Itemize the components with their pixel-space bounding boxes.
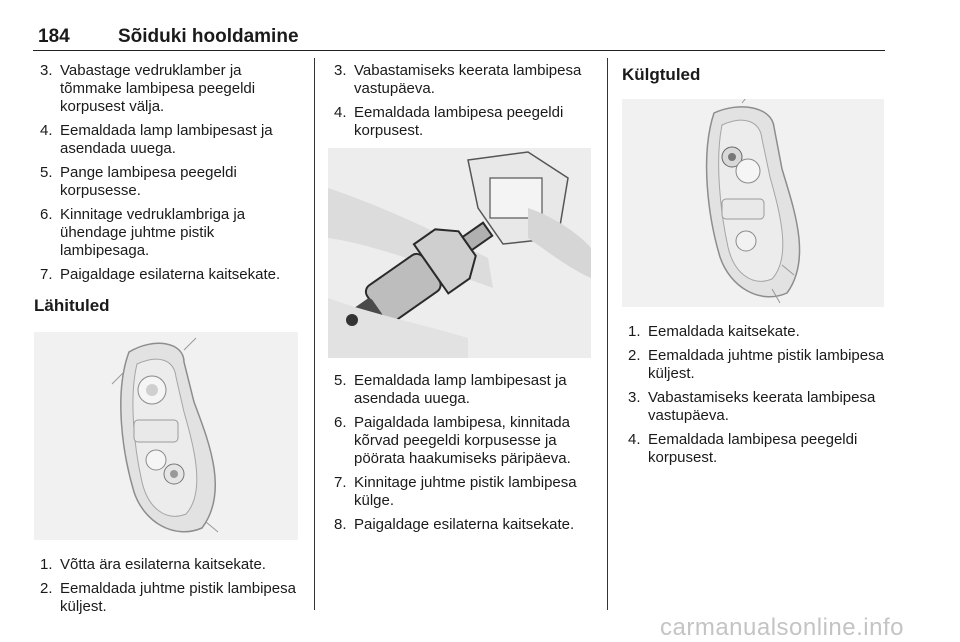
list-item — [34, 62, 302, 116]
step-number: 7. — [334, 474, 347, 491]
step-text: Vabastage vedruklamber ja tõmmake lambipesa peegeldi korpusest välja. — [60, 62, 256, 115]
list-item — [622, 347, 884, 383]
side-light-figure — [622, 99, 884, 307]
step-text: Võtta ära esilaterna kaitsekate. — [60, 556, 266, 573]
steps-list — [328, 62, 594, 140]
steps-list — [34, 62, 302, 284]
watermark: carmanualsonline.info — [660, 614, 904, 641]
list-item — [34, 122, 302, 158]
step-text: Paigaldage esilaterna kaitsekate. — [354, 516, 575, 533]
step-text: Eemaldada lamp lambipesast ja asendada uuega. — [60, 122, 273, 157]
bulb-replacement-figure — [328, 148, 591, 358]
step-text: Vabastamiseks keerata lambipesa vastupäeva. — [354, 62, 582, 97]
step-number: 6. — [40, 206, 53, 223]
column-3 — [622, 62, 884, 473]
steps-list — [34, 556, 302, 616]
step-number: 3. — [628, 389, 641, 406]
step-text: Vabastamiseks keerata lambipesa vastupäeva. — [648, 389, 876, 424]
step-text: Eemaldada juhtme pistik lambipesa küljest. — [648, 347, 884, 382]
page-header — [33, 24, 885, 51]
steps-list — [622, 323, 884, 467]
list-item — [34, 556, 302, 574]
step-number: 3. — [40, 62, 53, 79]
step-text: Paigaldage esilaterna kaitsekate. — [60, 266, 281, 283]
step-number: 5. — [334, 372, 347, 389]
step-number: 4. — [334, 104, 347, 121]
step-text: Paigaldada lambipesa, kinnitada kõrvad peegeldi korpusesse ja pöörata haakumiseks päripäeva. — [354, 414, 571, 467]
column-1 — [34, 62, 302, 622]
section-heading-low-beam: Lähituled — [34, 296, 110, 315]
list-item — [34, 580, 302, 616]
low-beam-headlamp-figure — [34, 332, 298, 540]
step-number: 8. — [334, 516, 347, 533]
list-item — [328, 372, 594, 408]
step-number: 2. — [628, 347, 641, 364]
step-number: 2. — [40, 580, 53, 597]
step-text: Eemaldada lamp lambipesast ja asendada uuega. — [354, 372, 567, 407]
step-number: 5. — [40, 164, 53, 181]
step-number: 4. — [40, 122, 53, 139]
step-text: Eemaldada lambipesa peegeldi korpusest. — [354, 104, 564, 139]
page-number: 184 — [38, 26, 70, 47]
list-item — [34, 206, 302, 260]
list-item — [328, 414, 594, 468]
section-heading-side-lights: Külgtuled — [622, 65, 701, 84]
step-text: Pange lambipesa peegeldi korpusesse. — [60, 164, 237, 199]
step-text: Eemaldada kaitsekate. — [648, 323, 800, 340]
list-item — [328, 104, 594, 140]
list-item — [328, 516, 594, 534]
step-number: 4. — [628, 431, 641, 448]
page-title: Sõiduki hooldamine — [118, 26, 299, 47]
step-text: Eemaldada juhtme pistik lambipesa küljest. — [60, 580, 296, 615]
step-number: 3. — [334, 62, 347, 79]
column-2 — [328, 62, 594, 540]
step-number: 1. — [40, 556, 53, 573]
step-number: 7. — [40, 266, 53, 283]
step-text: Eemaldada lambipesa peegeldi korpusest. — [648, 431, 858, 466]
list-item — [328, 62, 594, 98]
list-item — [34, 266, 302, 284]
steps-list — [328, 372, 594, 534]
list-item — [34, 164, 302, 200]
column-divider-1 — [314, 58, 315, 610]
list-item — [622, 389, 884, 425]
list-item — [622, 323, 884, 341]
step-text: Kinnitage juhtme pistik lambipesa külge. — [354, 474, 577, 509]
column-divider-2 — [607, 58, 608, 610]
step-number: 1. — [628, 323, 641, 340]
list-item — [622, 431, 884, 467]
list-item — [328, 474, 594, 510]
step-text: Kinnitage vedruklambriga ja ühendage juhtme pistik lambipesaga. — [60, 206, 246, 259]
step-number: 6. — [334, 414, 347, 431]
